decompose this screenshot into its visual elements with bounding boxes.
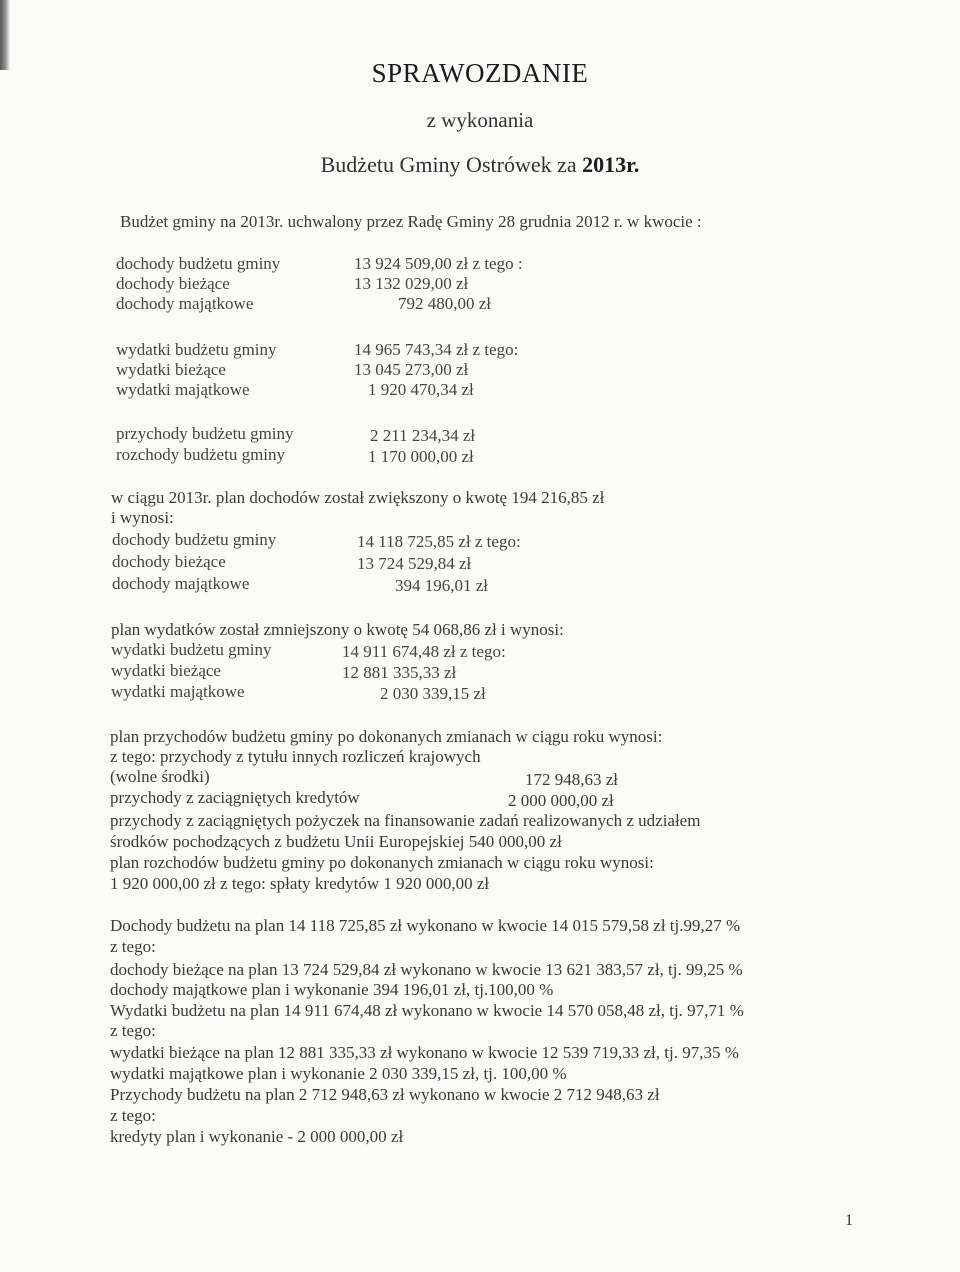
execution-text: Dochody budżetu na plan 14 118 725,85 zł wykonano w kwocie 14 015 579,58 zł tj.99,27 %: [110, 916, 741, 935]
execution-text: z tego:: [110, 1106, 156, 1125]
initial-row-label: dochody majątkowe: [116, 294, 254, 313]
expense-row-value: 12 881 335,33 zł: [342, 663, 457, 682]
execution-text: wydatki bieżące na plan 12 881 335,33 zł wykonano w kwocie 12 539 719,33 zł, tj. 97,35 %: [110, 1043, 739, 1062]
initial-row-value: 1 920 470,34 zł: [368, 380, 474, 399]
initial-row-value: 13 132 029,00 zł: [354, 274, 469, 293]
execution-text: Przychody budżetu na plan 2 712 948,63 zł wykonano w kwocie 2 712 948,63 zł: [110, 1085, 660, 1104]
page-title: SPRAWOZDANIE: [371, 58, 589, 88]
revenue-plan-text: plan przychodów budżetu gminy po dokonanych zmianach w ciągu roku wynosi:: [110, 727, 663, 746]
initial-row-value: 2 211 234,34 zł: [370, 426, 476, 445]
expense-row-label: wydatki majątkowe: [111, 682, 245, 701]
income-change-text: w ciągu 2013r. plan dochodów został zwiększony o kwotę 194 216,85 zł: [111, 488, 605, 507]
expense-row-value: 14 911 674,48 zł z tego:: [342, 642, 506, 661]
execution-text: dochody majątkowe plan i wykonanie 394 196,01 zł, tj.100,00 %: [110, 980, 554, 999]
intro-text: Budżet gminy na 2013r. uchwalony przez Radę Gminy 28 grudnia 2012 r. w kwocie :: [120, 212, 702, 231]
income-row-value: 394 196,01 zł: [395, 576, 489, 595]
initial-row-value: 792 480,00 zł: [398, 294, 492, 313]
income-row-value: 14 118 725,85 zł z tego:: [357, 532, 521, 551]
income-row-label: dochody bieżące: [112, 552, 226, 571]
page-number: 1: [845, 1212, 853, 1229]
income-row-value: 13 724 529,84 zł: [357, 554, 472, 573]
income-row-label: dochody majątkowe: [112, 574, 250, 593]
initial-row-label: wydatki majątkowe: [116, 380, 250, 399]
page-subtitle: z wykonania: [426, 108, 534, 132]
initial-row-label: wydatki budżetu gminy: [116, 340, 277, 359]
initial-row-label: dochody bieżące: [116, 274, 230, 293]
initial-row-value: 13 045 273,00 zł: [354, 360, 469, 379]
execution-text: z tego:: [110, 937, 156, 956]
initial-row-value: 14 965 743,34 zł z tego:: [354, 340, 519, 359]
expense-row-label: wydatki budżetu gminy: [111, 640, 272, 659]
revenue-plan-text: przychody z zaciągniętych pożyczek na finansowanie zadań realizowanych z udziałem: [110, 811, 701, 830]
page-subtitle-budget: [0, 152, 960, 178]
execution-text: Wydatki budżetu na plan 14 911 674,48 zł wykonano w kwocie 14 570 058,48 zł, tj. 97,71 %: [110, 1001, 744, 1020]
initial-row-label: przychody budżetu gminy: [116, 424, 294, 443]
income-row-label: dochody budżetu gminy: [112, 530, 277, 549]
initial-row-value: 1 170 000,00 zł: [368, 447, 474, 466]
execution-text: kredyty plan i wykonanie - 2 000 000,00 zł: [110, 1127, 404, 1146]
income-change-text: i wynosi:: [111, 508, 174, 527]
execution-text: z tego:: [110, 1021, 156, 1040]
initial-row-label: wydatki bieżące: [116, 360, 226, 379]
revenue-plan-amount: 172 948,63 zł: [525, 770, 619, 789]
revenue-plan-amount: 2 000 000,00 zł: [508, 791, 614, 810]
revenue-plan-text: (wolne środki): [110, 767, 210, 786]
expense-row-label: wydatki bieżące: [111, 661, 221, 680]
execution-text: wydatki majątkowe plan i wykonanie 2 030 339,15 zł, tj. 100,00 %: [110, 1064, 567, 1083]
initial-row-label: dochody budżetu gminy: [116, 254, 281, 273]
subtitle-budget-text: Budżetu Gminy Ostrówek za: [320, 152, 577, 177]
revenue-plan-text: plan rozchodów budżetu gminy po dokonanych zmianach w ciągu roku wynosi:: [110, 853, 654, 872]
execution-text: dochody bieżące na plan 13 724 529,84 zł wykonano w kwocie 13 621 383,57 zł, tj. 99,25 %: [110, 960, 743, 979]
initial-row-value: 13 924 509,00 zł z tego :: [354, 254, 523, 273]
revenue-plan-text: 1 920 000,00 zł z tego: spłaty kredytów 1 920 000,00 zł: [110, 874, 490, 893]
subtitle-budget-year: 2013r.: [582, 152, 640, 177]
expense-change-text: plan wydatków został zmniejszony o kwotę 54 068,86 zł i wynosi:: [111, 620, 564, 639]
initial-row-label: rozchody budżetu gminy: [116, 445, 286, 464]
revenue-plan-text: przychody z zaciągniętych kredytów: [110, 788, 360, 807]
revenue-plan-text: z tego: przychody z tytułu innych rozliczeń krajowych: [110, 747, 481, 766]
expense-row-value: 2 030 339,15 zł: [380, 684, 486, 703]
revenue-plan-text: środków pochodzących z budżetu Unii Europejskiej 540 000,00 zł: [110, 832, 562, 851]
